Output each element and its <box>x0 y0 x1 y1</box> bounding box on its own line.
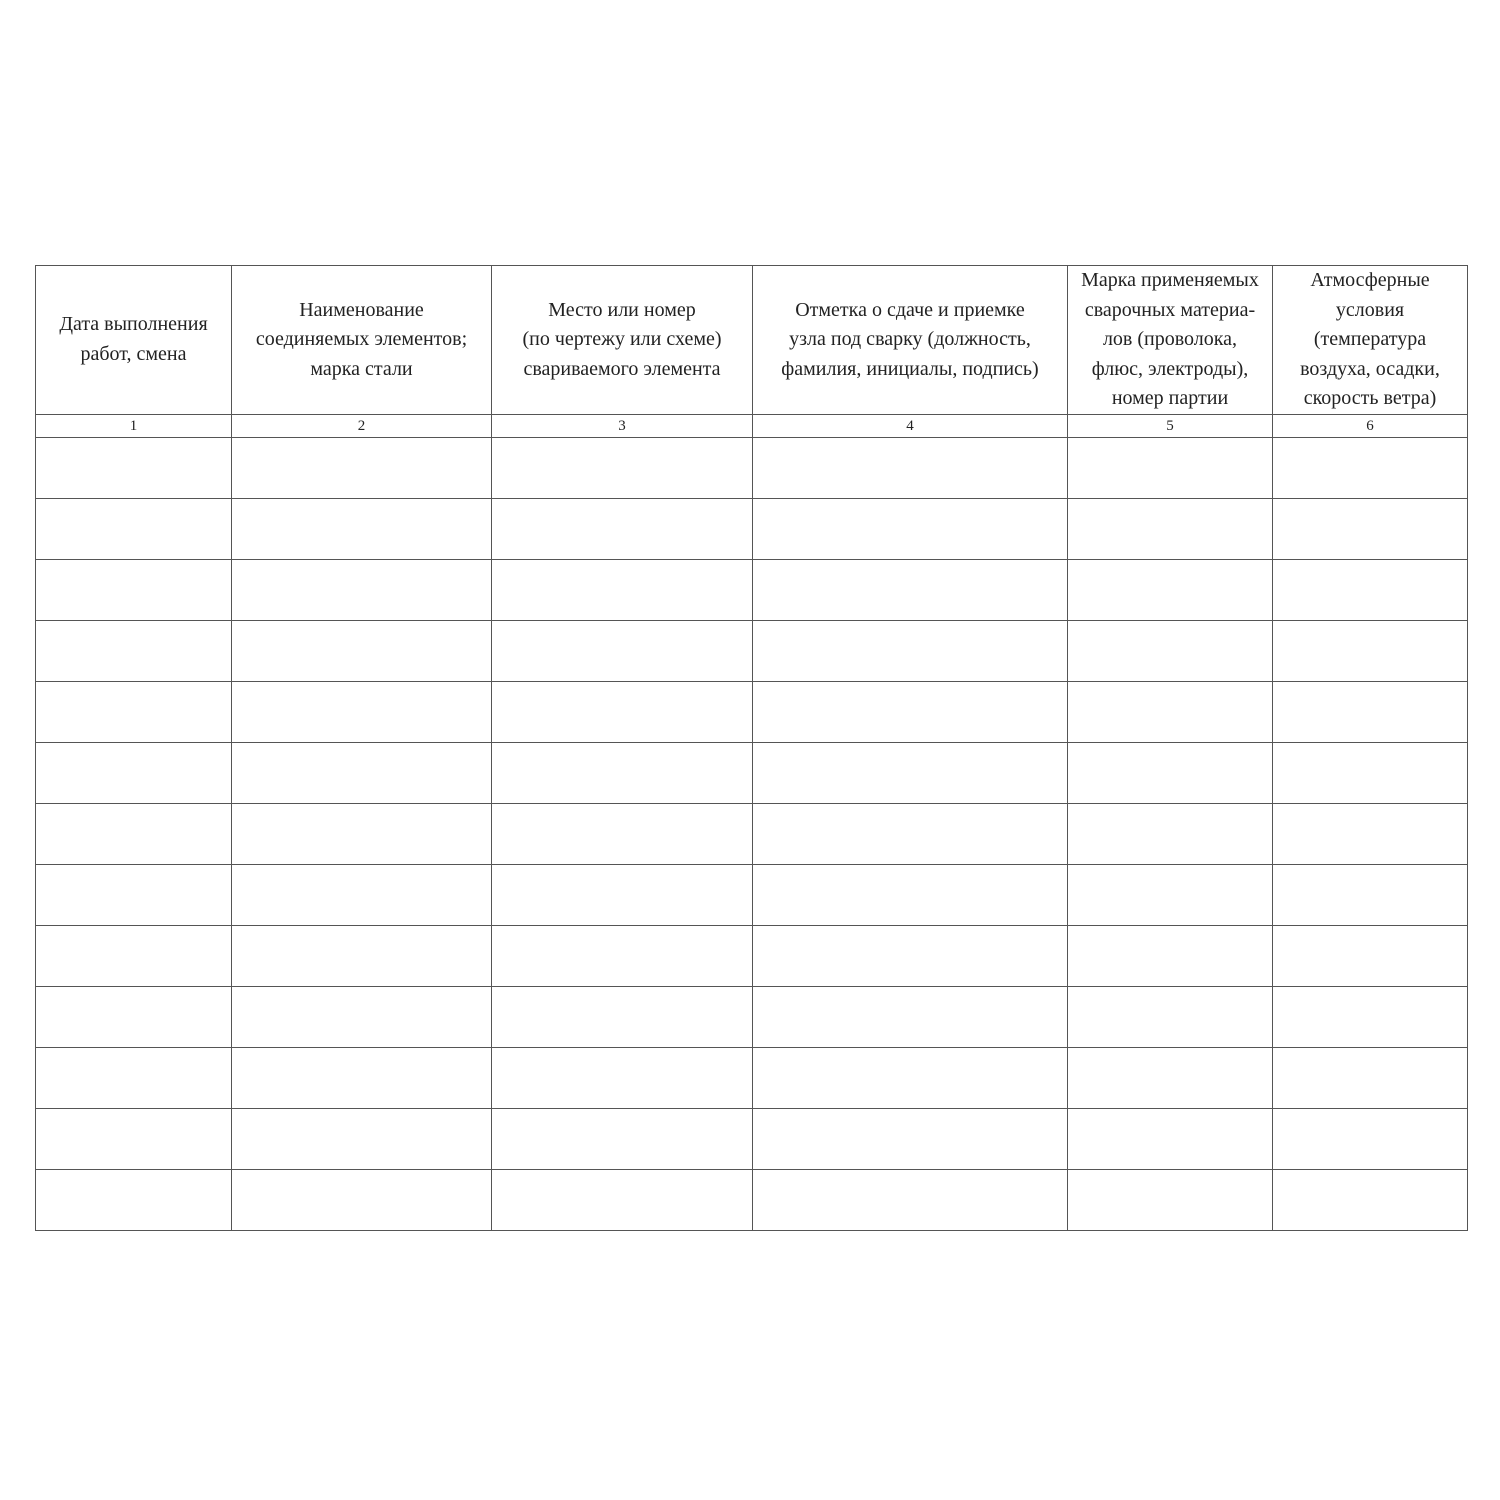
table-cell <box>1273 1047 1468 1108</box>
table-cell <box>492 1169 753 1230</box>
table-cell <box>1068 1047 1273 1108</box>
column-number: 2 <box>232 414 492 437</box>
table-cell <box>232 742 492 803</box>
table-cell <box>492 681 753 742</box>
table-cell <box>232 864 492 925</box>
table-cell <box>232 803 492 864</box>
column-number: 5 <box>1068 414 1273 437</box>
header-row <box>36 266 1468 415</box>
table-cell <box>1273 986 1468 1047</box>
table-cell <box>1273 437 1468 498</box>
table-row <box>36 1169 1468 1230</box>
table-cell <box>492 620 753 681</box>
table-cell <box>36 681 232 742</box>
table-row <box>36 986 1468 1047</box>
table-row <box>36 803 1468 864</box>
table-cell <box>36 986 232 1047</box>
table-cell <box>1068 1169 1273 1230</box>
header-date-shift: Дата выполнения работ, смена <box>36 266 232 415</box>
table-cell <box>36 437 232 498</box>
table-cell <box>492 803 753 864</box>
table-cell <box>753 620 1068 681</box>
table-cell <box>1273 559 1468 620</box>
header-acceptance-mark: Отметка о сдаче и приемке узла под сварку (должность, фамилия, инициалы, подпись) <box>753 266 1068 415</box>
table-cell <box>36 1169 232 1230</box>
table-cell <box>492 437 753 498</box>
header-element-names: Наименование соединяемых элементов; марка стали <box>232 266 492 415</box>
table-row <box>36 1047 1468 1108</box>
column-number: 1 <box>36 414 232 437</box>
table-cell <box>1068 437 1273 498</box>
table-cell <box>36 742 232 803</box>
table-cell <box>492 559 753 620</box>
table-cell <box>1273 620 1468 681</box>
table-cell <box>1068 559 1273 620</box>
header-weather-conditions: Атмосферные условия (температура воздуха, осадки, скорость ветра) <box>1273 266 1468 415</box>
table-cell <box>1068 1108 1273 1169</box>
table-cell <box>232 681 492 742</box>
table-row <box>36 925 1468 986</box>
table-row <box>36 437 1468 498</box>
welding-journal-table <box>35 265 1468 1231</box>
table-cell <box>753 437 1068 498</box>
table-body <box>36 437 1468 1230</box>
table-cell <box>1068 864 1273 925</box>
table-cell <box>492 925 753 986</box>
table-cell <box>492 864 753 925</box>
table-cell <box>1068 498 1273 559</box>
table-cell <box>1273 681 1468 742</box>
table-cell <box>232 986 492 1047</box>
table-cell <box>753 986 1068 1047</box>
table-cell <box>232 437 492 498</box>
table-cell <box>1068 681 1273 742</box>
table-cell <box>753 1169 1068 1230</box>
column-number: 6 <box>1273 414 1468 437</box>
table-cell <box>36 803 232 864</box>
column-number-row <box>36 414 1468 437</box>
table-cell <box>1273 925 1468 986</box>
table-cell <box>232 1169 492 1230</box>
table-cell <box>753 681 1068 742</box>
table-cell <box>753 559 1068 620</box>
table-row <box>36 559 1468 620</box>
table-cell <box>1273 803 1468 864</box>
table-cell <box>1273 1169 1468 1230</box>
table-cell <box>36 925 232 986</box>
table-cell <box>753 742 1068 803</box>
table-cell <box>1068 803 1273 864</box>
table-cell <box>492 742 753 803</box>
table-row <box>36 681 1468 742</box>
table-cell <box>1273 864 1468 925</box>
table-cell <box>232 620 492 681</box>
table-cell <box>492 498 753 559</box>
table-cell <box>492 1047 753 1108</box>
table-row <box>36 1108 1468 1169</box>
table-cell <box>492 986 753 1047</box>
table-cell <box>1068 986 1273 1047</box>
table-cell <box>1068 925 1273 986</box>
table-cell <box>1273 498 1468 559</box>
table-cell <box>753 1108 1068 1169</box>
table-row <box>36 620 1468 681</box>
table-row <box>36 742 1468 803</box>
table-cell <box>1273 742 1468 803</box>
table-cell <box>36 498 232 559</box>
table-cell <box>232 498 492 559</box>
table-cell <box>753 803 1068 864</box>
table-cell <box>232 925 492 986</box>
table-cell <box>36 620 232 681</box>
table-cell <box>232 559 492 620</box>
table-cell <box>36 1108 232 1169</box>
table-cell <box>753 1047 1068 1108</box>
table-cell <box>753 864 1068 925</box>
table-cell <box>36 559 232 620</box>
header-welding-materials: Марка применяемых сварочных материа- лов (проволока, флюс, электроды), номер партии <box>1068 266 1273 415</box>
table-cell <box>1273 1108 1468 1169</box>
header-element-location: Место или номер (по чертежу или схеме) свариваемого элемента <box>492 266 753 415</box>
column-number: 3 <box>492 414 753 437</box>
table-cell <box>36 1047 232 1108</box>
table-cell <box>753 498 1068 559</box>
table-cell <box>232 1108 492 1169</box>
table-cell <box>232 1047 492 1108</box>
column-number: 4 <box>753 414 1068 437</box>
table-cell <box>753 925 1068 986</box>
table-cell <box>492 1108 753 1169</box>
table-cell <box>1068 742 1273 803</box>
table-row <box>36 864 1468 925</box>
table-row <box>36 498 1468 559</box>
table-cell <box>1068 620 1273 681</box>
table-cell <box>36 864 232 925</box>
